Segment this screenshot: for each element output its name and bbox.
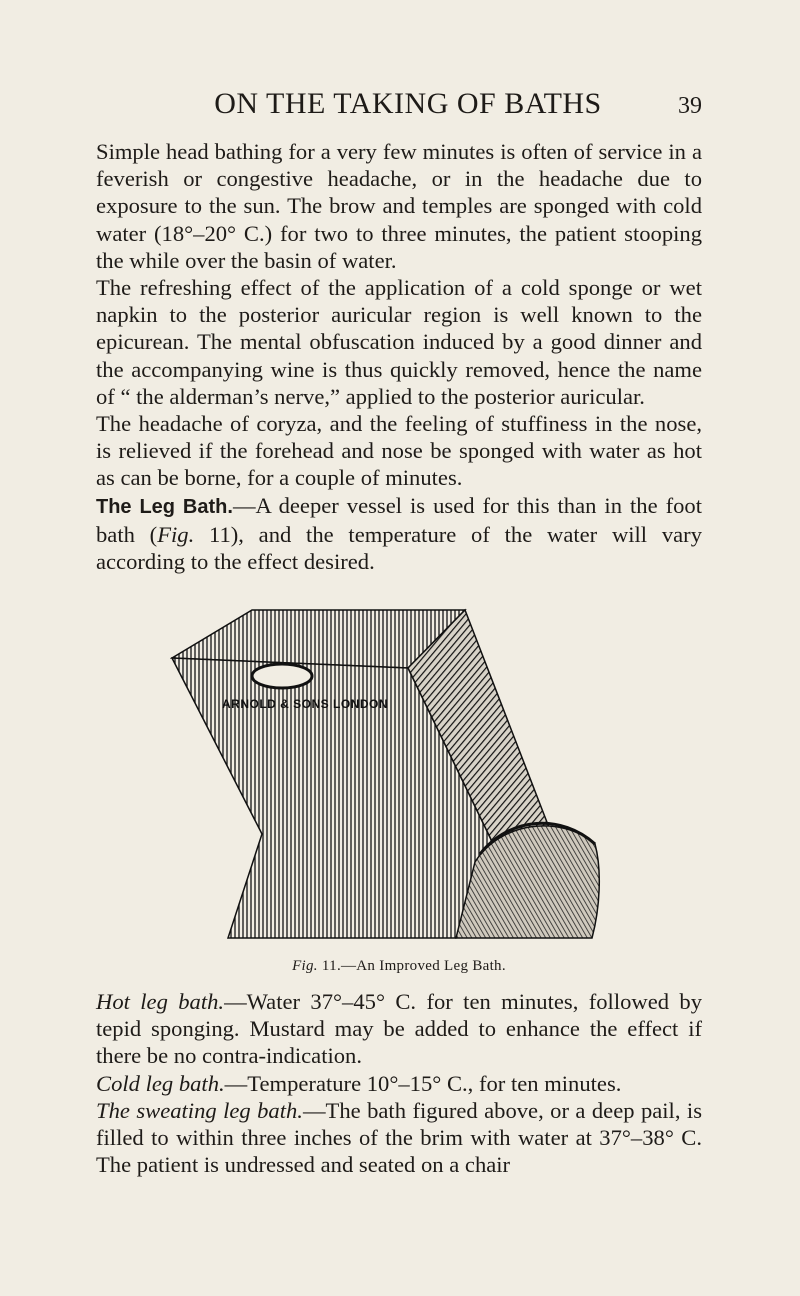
paragraph-head-bathing: Simple head bathing for a very few minutes is often of service in a feverish or congestive headache, or in the headache due to exposure to the sun. The brow and temples are sponged with cold water (18°–20° C.) for two to three minutes, the patient stooping the while over the basin of water. xyxy=(96,139,702,273)
hot-leg-bath-label: Hot leg bath. xyxy=(96,989,225,1014)
cold-leg-bath-text: —Temperature 10°–15° C., for ten minutes. xyxy=(224,1070,622,1096)
caption-fig-label: Fig. xyxy=(292,958,318,974)
paragraph-coryza: The headache of coryza, and the feeling of stuffiness in the nose, is relieved if the forehead and nose be sponged with water as hot as can be borne, for a couple of minutes. xyxy=(96,411,702,491)
body-text xyxy=(96,138,702,575)
leg-bath-illustration xyxy=(170,608,610,948)
paragraph-auricular: The refreshing effect of the application of a cold sponge or wet napkin to the posterior auricular region is well known to the epicurean. The mental obfuscation induced by a good dinner and the accompanying wine is thus quickly removed, hence the name of “ the alderman’s nerve,” applied to the posterior auricular. xyxy=(96,275,702,409)
maker-mark: ARNOLD & SONS LONDON xyxy=(222,697,388,711)
handle-hole xyxy=(252,664,312,688)
section-heading-leg-bath: The Leg Bath. xyxy=(96,495,233,518)
sweating-leg-bath-text: —The bath figured above, or a deep pail, is filled to within three inches of the brim with water at 37°–38° C. The patient is undressed and seated on a chair xyxy=(96,1097,702,1178)
paragraph-leg-bath xyxy=(96,492,702,576)
paragraph-cold-leg-bath xyxy=(96,1070,702,1097)
leg-bath-text-a: —A deeper vessel is used for this than in the foot bath ( xyxy=(96,492,702,547)
page-number: 39 xyxy=(678,93,702,119)
leg-bath-drawing xyxy=(170,608,610,948)
lower-body-text xyxy=(96,988,702,1178)
paragraph-hot-leg-bath xyxy=(96,988,702,1070)
fig-reference: Fig. xyxy=(157,521,195,547)
paragraph-sweating-leg-bath xyxy=(96,1097,702,1179)
sweating-leg-bath-label: The sweating leg bath. xyxy=(96,1097,303,1123)
running-title: ON THE TAKING OF BATHS xyxy=(214,87,602,120)
caption-text: 11.—An Improved Leg Bath. xyxy=(317,958,506,974)
running-head xyxy=(96,84,702,124)
cold-leg-bath-label: Cold leg bath. xyxy=(96,1070,225,1096)
hot-leg-bath-text: —Water 37°–45° C. for ten minutes, followed by tepid sponging. Mustard may be added to enhance the effect if there be no contra-indication. xyxy=(96,989,703,1069)
figure-caption xyxy=(96,958,702,975)
leg-bath-text-b: 11), and the temperature of the water will vary according to the effect desired. xyxy=(96,521,702,575)
